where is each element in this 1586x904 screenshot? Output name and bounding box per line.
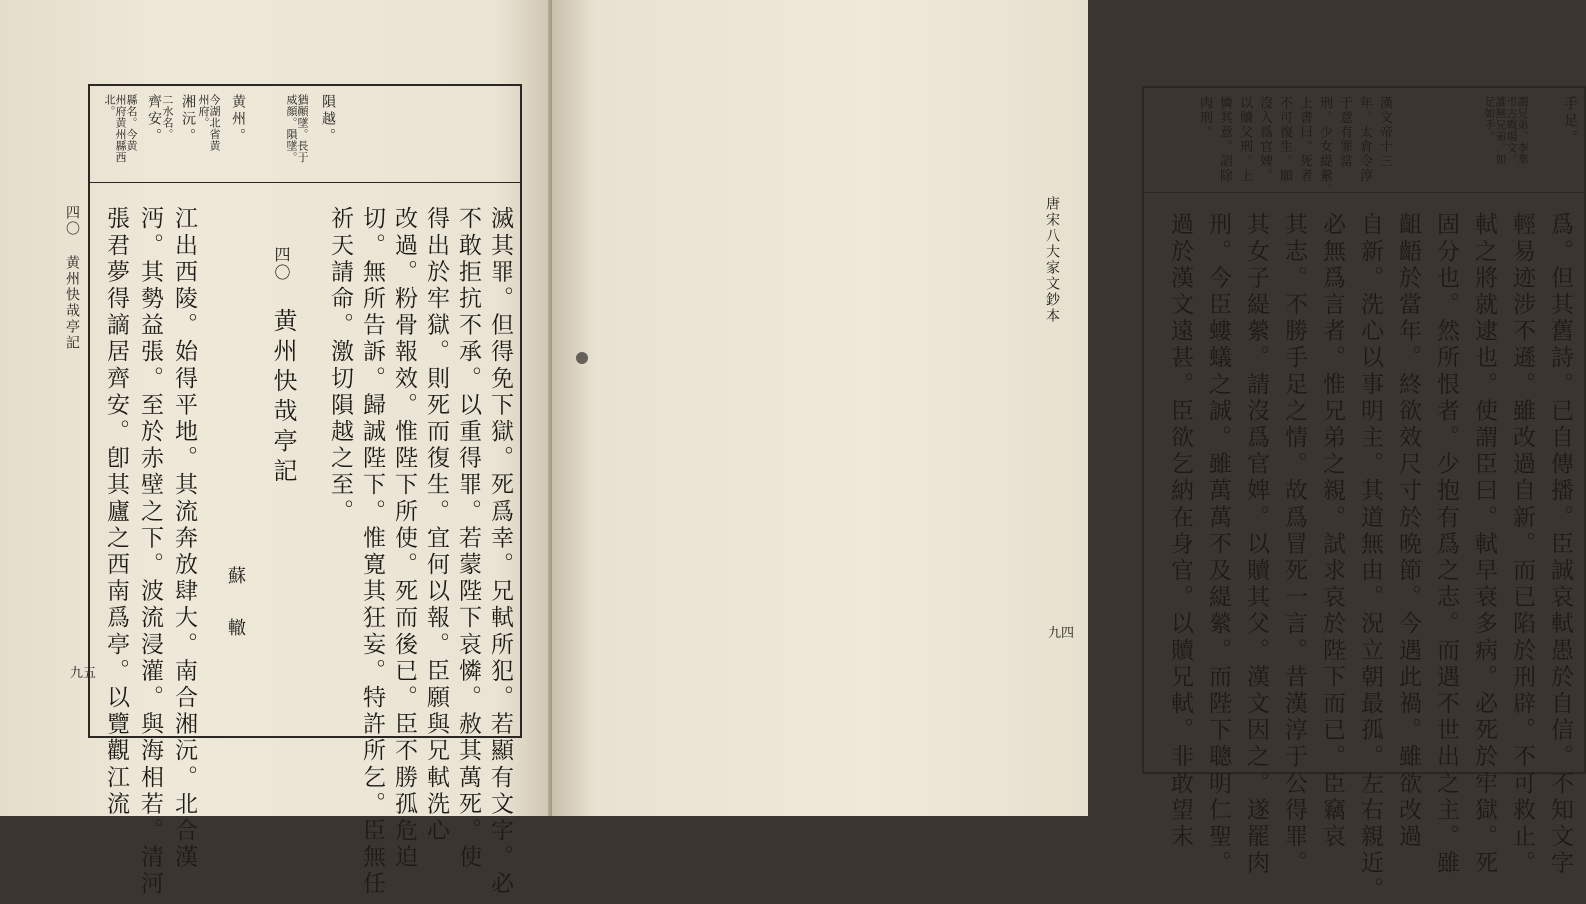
body-column: 軾之將就逮也。使謂臣曰。軾早衰多病。必死於牢獄。死 [1471, 212, 1497, 877]
body-column: 江出西陵。始得平地。其流奔放肆大。南合湘沅。北合漢 [171, 206, 197, 871]
body-column: 其女子緹縈。請沒爲官婢。以贖其父。漢文因之。遂罷肉 [1243, 212, 1269, 877]
body-column: 改過。粉骨報效。惟陛下所使。死而後已。臣不勝孤危迫 [391, 206, 417, 871]
note-text: 年。太倉令淳 [1357, 96, 1372, 183]
body-column: 爲。但其舊詩。已自傳播。臣誠哀軾愚於自信。不知文字 [1547, 212, 1573, 877]
body-column: 切。無所告訴。歸誠陛下。惟寛其狂妄。特許所乞。臣無任 [359, 206, 385, 898]
note-text: 上書曰。死者 [1297, 96, 1312, 183]
body-column: 不敢拒抗不承。以重得罪。若蒙陛下哀憐。赦其萬死。使 [455, 206, 481, 871]
note-head: 隕越。 [320, 94, 336, 145]
note-head: 湘沅。 [180, 94, 196, 145]
right-margin-title: 唐宋八大家文鈔本 [1044, 196, 1060, 324]
note-text: 猶顚墜。長于 威顔。隕墜。 [285, 94, 309, 163]
note-text: 謂兄弟。李華 弔古戰場文。 誰無兄弟。如 足如手。 [1483, 96, 1529, 165]
note-head: 齊安。 [146, 94, 162, 145]
note-text: 縣名。今黄 州府黄州縣西 北。 [103, 94, 138, 163]
note-head: 黄州。 [230, 94, 246, 145]
body-column: 得出於牢獄。則死而復生。宜何以報。臣願與兄軾洗心 [423, 206, 449, 845]
body-column: 必無爲言者。惟兄弟之親。試求哀於陛下而已。臣竊哀 [1319, 212, 1345, 851]
notes-divider [90, 182, 520, 183]
note-text: 于意有罪當 [1337, 96, 1352, 169]
body-column: 自新。洗心以事明主。其道無由。況立朝最孤。左右親近。 [1357, 212, 1383, 904]
body-column: 齟齬於當年。終欲效尺寸於晩節。今遇此禍。雖欲改過 [1395, 212, 1421, 851]
body-column: 張君夢得謫居齊安。卽其廬之西南爲亭。以覽觀江流 [103, 206, 129, 818]
body-column: 滅其罪。但得免下獄。死爲幸。兄軾所犯。若顯有文字。必 [487, 206, 513, 898]
left-page-number: 九五 [70, 666, 97, 681]
note-text: 今湖北省黄 州府。 [197, 94, 221, 152]
left-text-frame [88, 84, 522, 898]
body-column: 祈天請命。激切隕越之至。 [327, 206, 353, 526]
note-text: 沒入爲官婢。 [1257, 96, 1272, 183]
note-text: 憐其意。詔除 [1217, 96, 1232, 183]
right-text-frame [1142, 86, 1586, 904]
left-margin-title: 四〇 黄州快哉亭記 [64, 205, 80, 351]
body-column: 輕易迹涉不遜。雖改過自新。而已陷於刑辟。不可救止。 [1509, 212, 1535, 877]
chapter-title: 黄州快哉亭記 [269, 308, 297, 488]
left-page [0, 0, 552, 898]
author-name: 蘇 轍 [225, 566, 246, 644]
ink-blot [576, 352, 588, 364]
body-column: 沔。其勢益張。至於赤壁之下。波流浸灌。與海相若。清河 [137, 206, 163, 898]
note-head: 手足。 [1562, 96, 1578, 147]
body-column: 過於漢文遠甚。臣欲乞納在身官。以贖兄軾。非敢望末 [1167, 212, 1193, 851]
right-page [552, 0, 1578, 904]
right-page-number: 九四 [1048, 626, 1075, 641]
note-text: 不可復生。願 [1277, 96, 1292, 183]
body-column: 其志。不勝手足之情。故爲冒死一言。昔漢淳于公得罪。 [1281, 212, 1307, 877]
note-text: 漢文帝十三 [1377, 96, 1392, 169]
chapter-number: 四〇 [272, 246, 291, 282]
note-text: 二水名。 [161, 94, 174, 140]
note-text: 刑。少女緹縈。 [1317, 96, 1332, 198]
note-text: 肉刑。 [1197, 96, 1212, 140]
body-column: 刑。今臣螻蟻之誠。雖萬萬不及緹縈。而陛下聰明仁聖。 [1205, 212, 1231, 877]
body-column: 固分也。然所恨者。少抱有爲之志。而遇不世出之主。雖 [1433, 212, 1459, 877]
notes-divider [1144, 192, 1584, 193]
note-text: 以贖父刑。上 [1237, 96, 1252, 183]
